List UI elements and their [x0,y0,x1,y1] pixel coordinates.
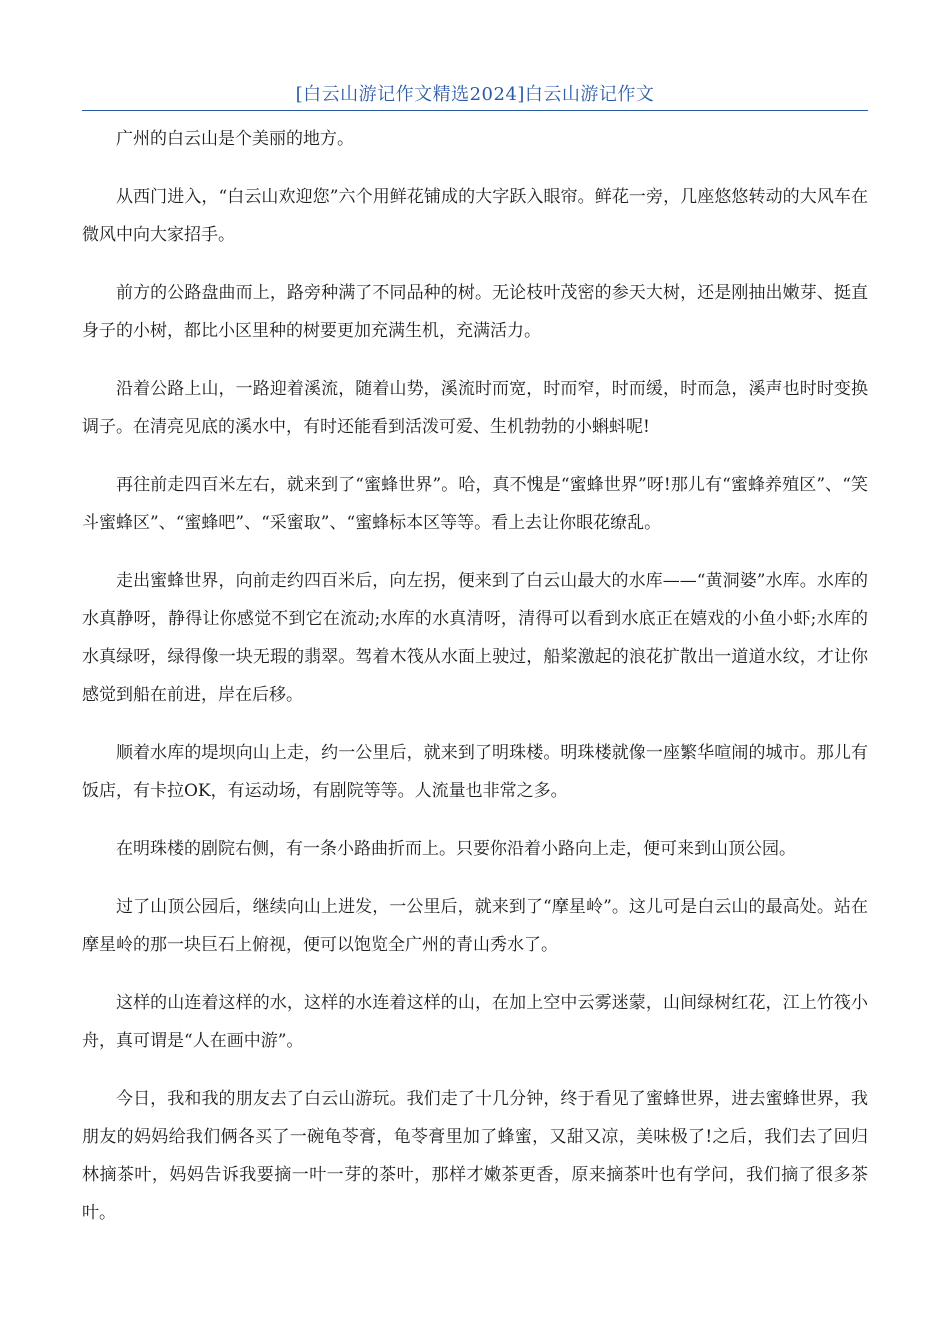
paragraph: 走出蜜蜂世界，向前走约四百米后，向左拐，便来到了白云山最大的水库——“黄洞婆”水库。水库的水真静呀，静得让你感觉不到它在流动;水库的水真清呀，清得可以看到水底正在嬉戏的小鱼小虾;水库的水真绿呀，绿得像一块无瑕的翡翠。驾着木筏从水面上驶过，船桨激起的浪花扩散出一道道水纹，才让你感觉到船在前进，岸在后移。 [82,571,868,705]
paragraph: 过了山顶公园后，继续向山上进发，一公里后，就来到了“摩星岭”。这儿可是白云山的最高处。站在摩星岭的那一块巨石上俯视，便可以饱览全广州的青山秀水了。 [82,897,868,955]
paragraph: 前方的公路盘曲而上，路旁种满了不同品种的树。无论枝叶茂密的参天大树，还是刚抽出嫩芽、挺直身子的小树，都比小区里种的树要更加充满生机，充满活力。 [82,283,868,341]
paragraph: 顺着水库的堤坝向山上走，约一公里后，就来到了明珠楼。明珠楼就像一座繁华喧闹的城市。那儿有饭店，有卡拉OK，有运动场，有剧院等等。人流量也非常之多。 [82,743,868,801]
paragraph: 广州的白云山是个美丽的地方。 [116,129,354,149]
article-body [82,120,868,1252]
page-title: [白云山游记作文精选2024]白云山游记作文 [295,84,655,105]
paragraph: 今日，我和我的朋友去了白云山游玩。我们走了十几分钟，终于看见了蜜蜂世界，进去蜜蜂世界，我朋友的妈妈给我们俩各买了一碗龟苓膏，龟苓膏里加了蜂蜜，又甜又凉，美味极了!之后，我们去了回归林摘茶叶，妈妈告诉我要摘一叶一芽的茶叶，那样才嫩茶更香，原来摘茶叶也有学问，我们摘了很多茶叶。 [82,1089,868,1223]
paragraph: 在明珠楼的剧院右侧，有一条小路曲折而上。只要你沿着小路向上走，便可来到山顶公园。 [116,839,796,859]
paragraph: 这样的山连着这样的水，这样的水连着这样的山，在加上空中云雾迷蒙，山间绿树红花，江上竹筏小舟，真可谓是“人在画中游”。 [82,993,868,1051]
paragraph: 沿着公路上山，一路迎着溪流，随着山势，溪流时而宽，时而窄，时而缓，时而急，溪声也时时变换调子。在清亮见底的溪水中，有时还能看到活泼可爱、生机勃勃的小蝌蚪呢! [82,379,868,437]
page-header [82,80,868,111]
paragraph: 从西门进入，“白云山欢迎您”六个用鲜花铺成的大字跃入眼帘。鲜花一旁，几座悠悠转动的大风车在微风中向大家招手。 [82,187,868,245]
paragraph: 再往前走四百米左右，就来到了“蜜蜂世界”。哈，真不愧是“蜜蜂世界”呀!那儿有“蜜蜂养殖区”、“笑斗蜜蜂区”、“蜜蜂吧”、“采蜜取”、“蜜蜂标本区等等。看上去让你眼花缭乱。 [82,475,868,533]
